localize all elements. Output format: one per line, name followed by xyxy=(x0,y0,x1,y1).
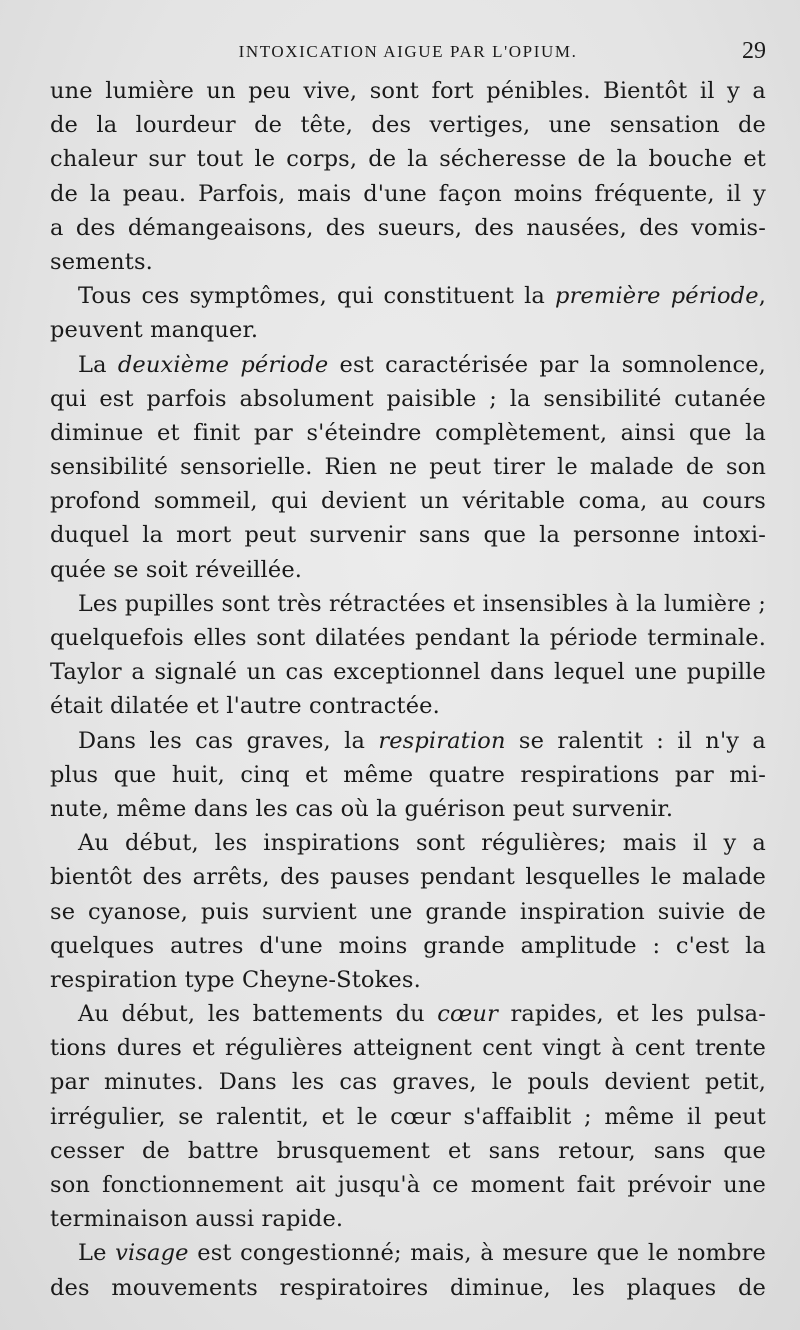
italic-term: deuxième période xyxy=(117,351,329,378)
text-run: cesser de battre brusquement et sans retour, sans que xyxy=(50,1137,766,1164)
text-line xyxy=(50,758,766,792)
italic-term: respiration xyxy=(378,727,506,754)
text-line xyxy=(50,587,766,621)
text-run: se ralentit : il n'y a xyxy=(505,727,766,754)
text-line xyxy=(50,826,766,860)
text-line xyxy=(50,108,766,142)
text-run: une lumière un peu vive, sont fort pénibles. Bientôt il y a xyxy=(50,78,766,104)
text-run: est congestionné; mais, à mesure que le nombre xyxy=(188,1240,766,1267)
text-run: était dilatée et l'autre contractée. xyxy=(50,693,440,720)
text-run: Dans les cas graves, la xyxy=(78,727,379,754)
text-run: diminue et finit par s'éteindre complètement, ainsi que la xyxy=(50,419,766,446)
text-run: Les pupilles sont très rétractées et insensibles à la lumière ; xyxy=(78,590,766,617)
text-run: profond sommeil, qui devient un véritable coma, au cours xyxy=(50,488,766,515)
text-run: quelques autres d'une moins grande amplitude : c'est la xyxy=(50,932,766,959)
text-run: Au début, les battements du xyxy=(78,1001,438,1028)
text-line xyxy=(50,416,766,450)
text-line xyxy=(50,74,766,108)
text-line xyxy=(50,518,766,552)
text-run: , xyxy=(758,283,766,310)
text-line xyxy=(50,177,766,211)
text-line xyxy=(50,860,766,894)
text-line xyxy=(50,450,766,484)
text-run: qui est parfois absolument paisible ; la sensibilité cutanée xyxy=(50,385,766,412)
text-run: de la peau. Parfois, mais d'une façon moins fréquente, il y xyxy=(50,180,766,207)
text-run: Le xyxy=(78,1240,116,1267)
text-run: tions dures et régulières atteignent cent vingt à cent trente xyxy=(50,1035,766,1062)
text-line xyxy=(50,792,766,826)
text-line xyxy=(50,245,766,279)
text-run: son fonctionnement ait jusqu'à ce moment fait prévoir une xyxy=(50,1172,766,1198)
text-run: plus que huit, cinq et même quatre respirations par mi- xyxy=(50,761,766,788)
text-run: rapides, et les pulsa- xyxy=(497,1001,766,1028)
text-run: Taylor a signalé un cas exceptionnel dans lequel une pupille xyxy=(50,659,766,686)
text-line xyxy=(50,1236,766,1270)
text-line xyxy=(50,724,766,758)
text-line xyxy=(50,929,766,963)
paragraph xyxy=(50,587,766,724)
page-header xyxy=(50,38,766,68)
text-line xyxy=(50,484,766,518)
text-line xyxy=(50,1202,766,1236)
text-line xyxy=(50,1031,766,1065)
text-line xyxy=(50,689,766,723)
running-title: INTOXICATION AIGUE PAR L'OPIUM. xyxy=(238,42,578,61)
text-line xyxy=(50,1100,766,1134)
text-line xyxy=(50,382,766,416)
text-line xyxy=(50,963,766,997)
text-run: quée se soit réveillée. xyxy=(50,556,303,583)
text-run: respiration type Cheyne-Stokes. xyxy=(50,966,421,993)
text-run: sements. xyxy=(50,248,153,275)
text-line xyxy=(50,1065,766,1099)
text-run: La xyxy=(78,351,118,378)
paragraph xyxy=(50,724,766,827)
text-line xyxy=(50,1271,766,1305)
text-line xyxy=(50,211,766,245)
text-line xyxy=(50,142,766,176)
text-run: Tous ces symptômes, qui constituent la xyxy=(78,283,556,310)
text-line xyxy=(50,553,766,587)
italic-term: visage xyxy=(115,1240,189,1267)
text-run: Au début, les inspirations sont régulières; mais il y a xyxy=(78,830,766,857)
text-run: chaleur sur tout le corps, de la sécheresse de la bouche et xyxy=(50,146,766,173)
text-line xyxy=(50,997,766,1031)
page-number: 29 xyxy=(742,38,766,64)
text-run: irrégulier, se ralentit, et le cœur s'affaiblit ; même il peut xyxy=(50,1103,766,1130)
text-line xyxy=(50,348,766,382)
paragraph xyxy=(50,826,766,997)
italic-term: première période xyxy=(555,283,759,310)
text-run: des mouvements respiratoires diminue, les plaques de xyxy=(50,1274,766,1301)
text-run: se cyanose, puis survient une grande inspiration suivie de xyxy=(50,898,766,925)
text-run: est caractérisée par la somnolence, xyxy=(328,351,766,378)
paragraph xyxy=(50,1236,766,1304)
text-line xyxy=(50,313,766,347)
text-run: duquel la mort peut survenir sans que la personne intoxi- xyxy=(50,522,766,549)
text-run: peuvent manquer. xyxy=(50,317,259,344)
paragraph xyxy=(50,279,766,347)
paragraph xyxy=(50,997,766,1236)
text-line xyxy=(50,621,766,655)
paragraph xyxy=(50,348,766,587)
paragraph xyxy=(50,74,766,279)
text-run: nute, même dans les cas où la guérison peut survenir. xyxy=(50,795,674,822)
text-run: par minutes. Dans les cas graves, le pouls devient petit, xyxy=(50,1069,766,1096)
text-run: de la lourdeur de tête, des vertiges, une sensation de xyxy=(50,112,766,139)
text-run: quelquefois elles sont dilatées pendant la période terminale. xyxy=(50,625,766,651)
text-run: bientôt des arrêts, des pauses pendant lesquelles le malade xyxy=(50,864,766,891)
text-line xyxy=(50,1168,766,1202)
italic-term: cœur xyxy=(437,1001,498,1028)
text-run: a des démangeaisons, des sueurs, des nausées, des vomis- xyxy=(50,214,766,241)
body-text xyxy=(50,74,766,1305)
text-line xyxy=(50,1134,766,1168)
text-line xyxy=(50,279,766,313)
text-run: sensibilité sensorielle. Rien ne peut tirer le malade de son xyxy=(50,454,766,481)
text-line xyxy=(50,655,766,689)
text-line xyxy=(50,895,766,929)
text-run: terminaison aussi rapide. xyxy=(50,1206,344,1233)
